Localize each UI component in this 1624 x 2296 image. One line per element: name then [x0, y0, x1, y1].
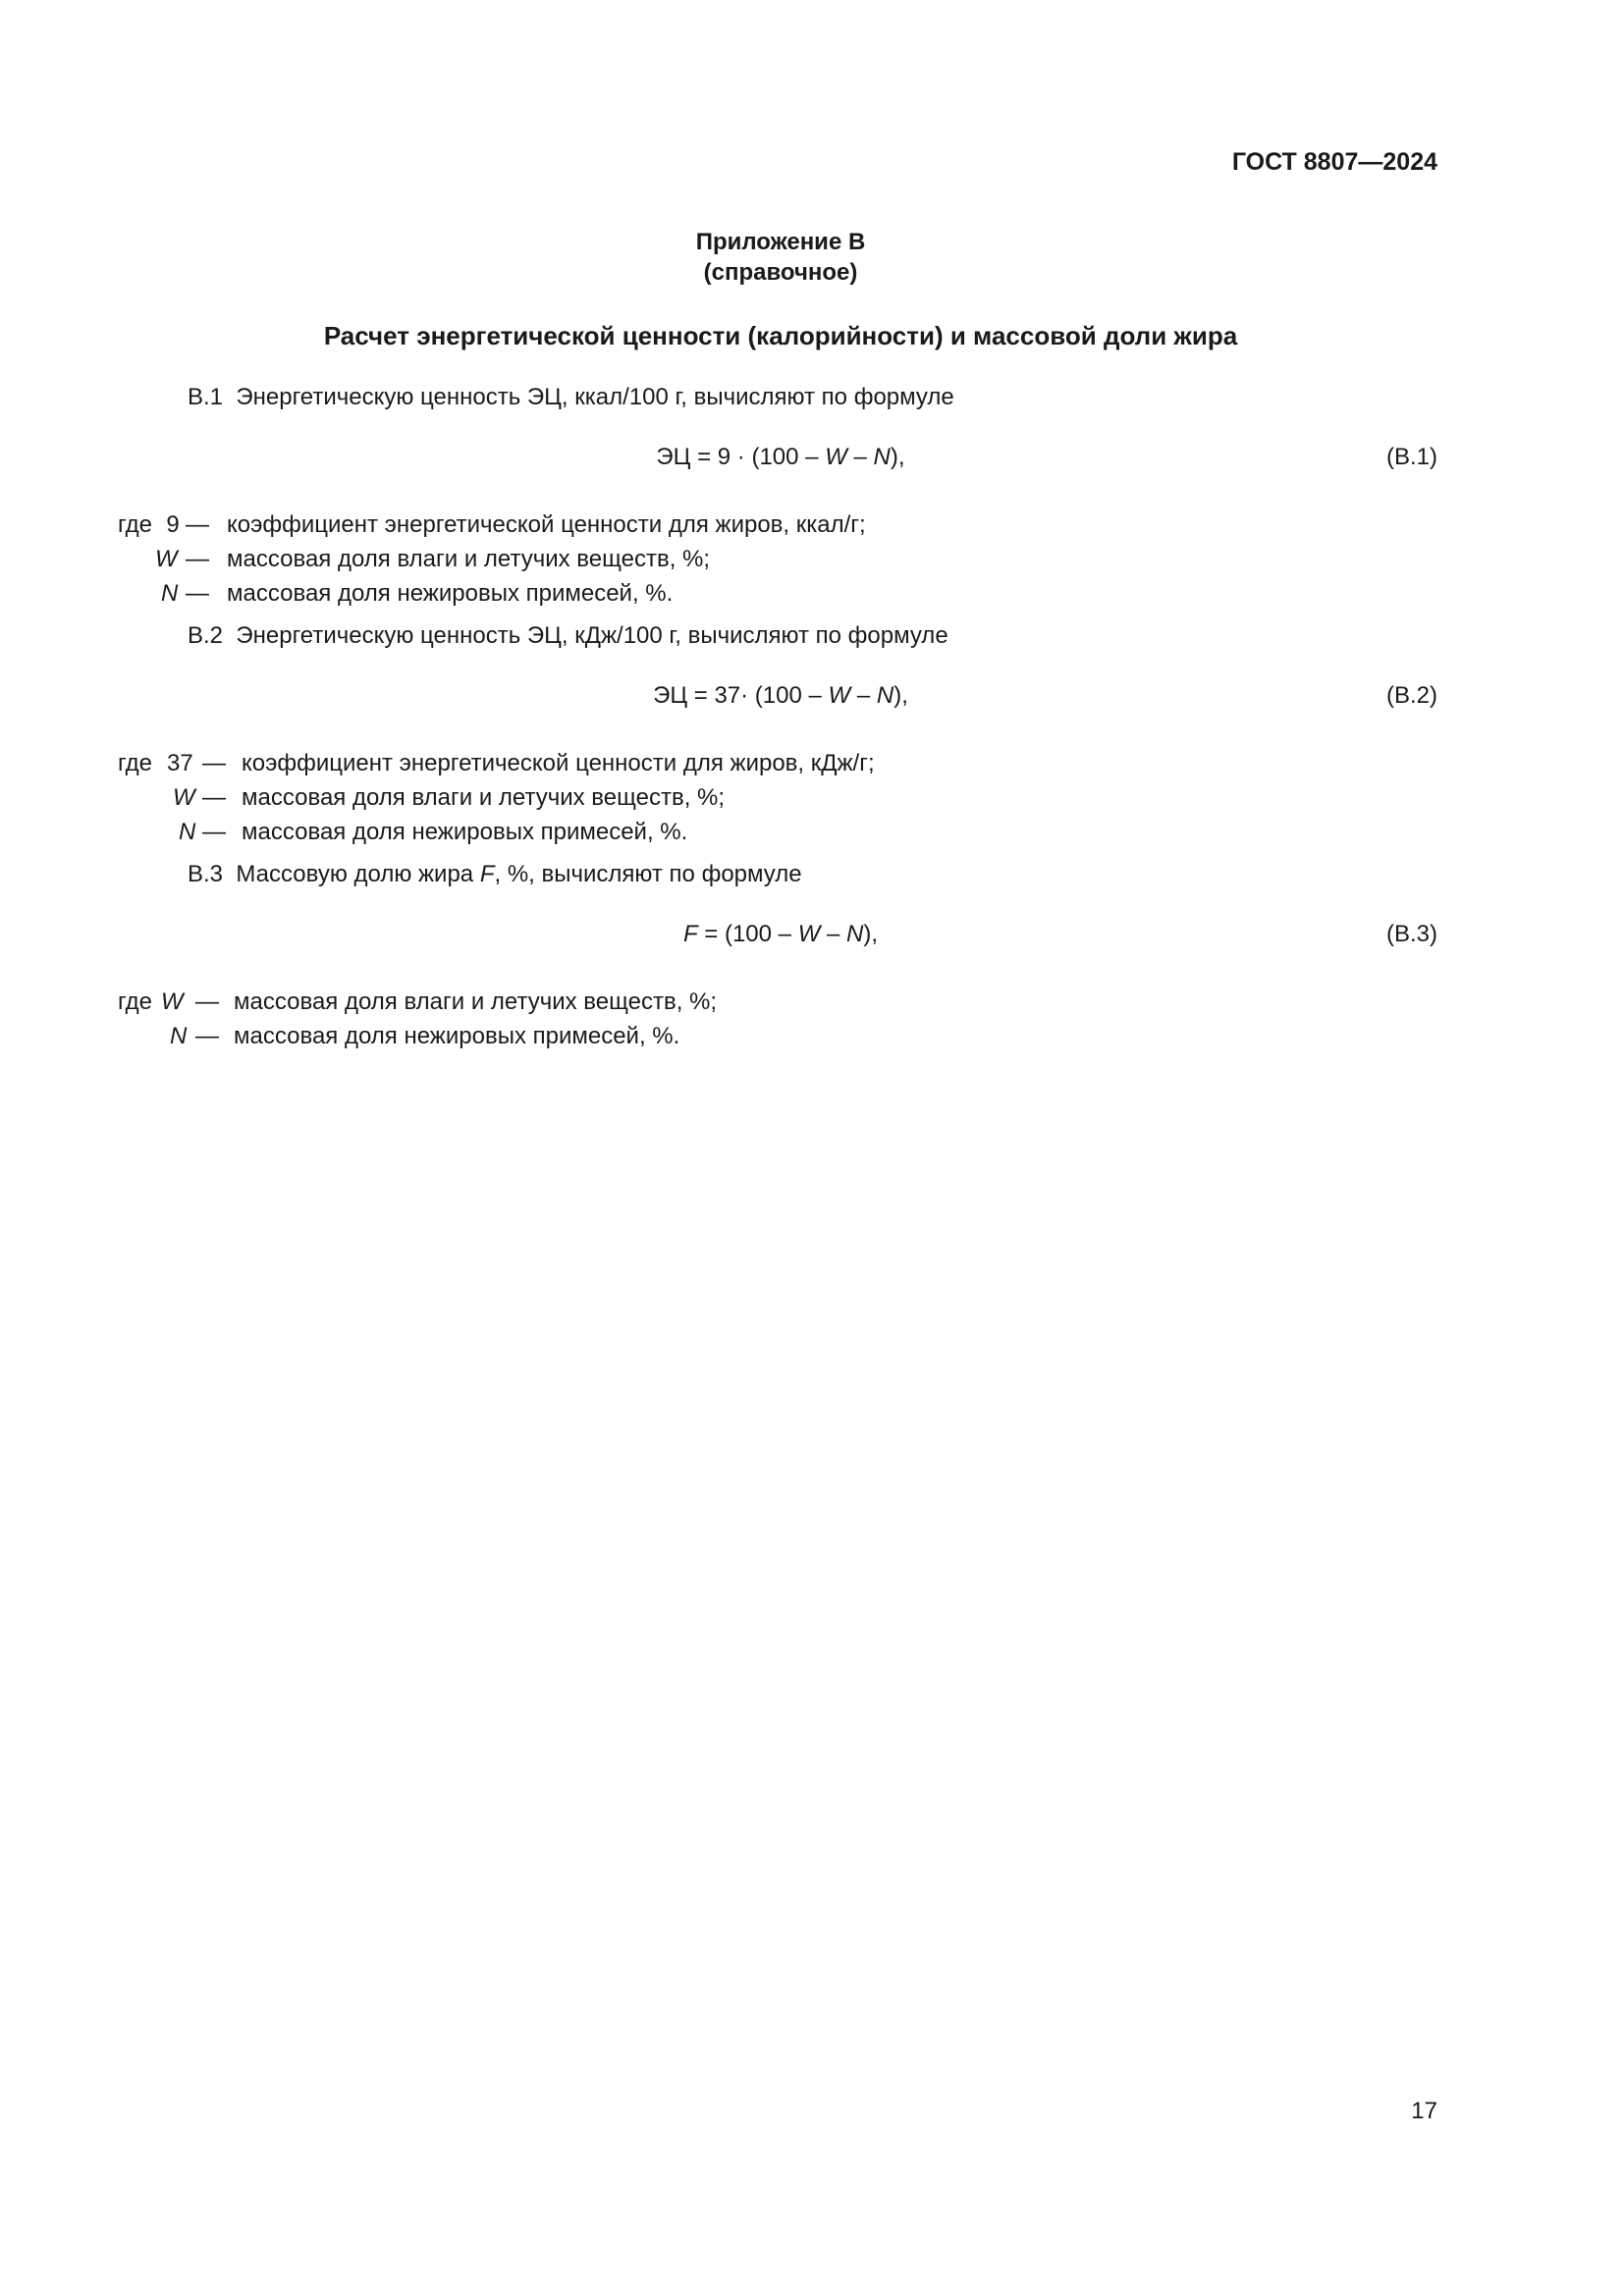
formula-b2-tail: ), [893, 682, 908, 709]
formula-b1 [0, 443, 1561, 472]
clause-b1-label: В.1 [188, 384, 224, 410]
def-b1-sym-1: 9 [166, 511, 180, 538]
def-b3-dash-1: — [195, 988, 219, 1015]
def-b2-sym-2: W [173, 784, 195, 811]
clause-b3-symbol-f: F [479, 861, 495, 887]
appendix-title: Приложение В [695, 229, 866, 255]
equation-number-b2: (В.2) [1385, 682, 1437, 709]
formula-b3-n: N [846, 921, 864, 947]
clause-b1-text: Энергетическую ценность ЭЦ, ккал/100 г, вычисляют по формуле [236, 384, 954, 410]
formula-b1-tail: ), [890, 444, 905, 470]
def-b2-text-1: коэффициент энергетической ценности для жиров, кДж/г; [242, 750, 875, 776]
def-b3-text-1: массовая доля влаги и летучих веществ, %; [234, 988, 718, 1015]
clause-b3-label: В.3 [188, 861, 224, 887]
clause-b2 [188, 621, 948, 651]
def-b1-sym-2: W [155, 546, 178, 572]
def-b2-text-3: массовая доля нежировых примесей, %. [242, 819, 688, 845]
def-b2-dash-1: — [202, 750, 226, 776]
formula-b1-lhs: ЭЦ = 9 · (100 – [656, 444, 819, 470]
formula-b3-w: W [797, 921, 821, 947]
def-b1-sym-3: N [161, 580, 179, 607]
page-number: 17 [1411, 2098, 1437, 2124]
equation-number-b3: (В.3) [1385, 921, 1437, 947]
formula-b3-tail: ), [863, 921, 879, 947]
formula-b1-w: W [825, 444, 847, 470]
document-code: ГОСТ 8807—2024 [1231, 148, 1437, 176]
equation-number-b1: (В.1) [1385, 444, 1437, 470]
def-b2-dash-3: — [202, 819, 226, 845]
def-b1-text-1: коэффициент энергетической ценности для жиров, ккал/г; [227, 511, 866, 538]
def-b1-text-2: массовая доля влаги и летучих веществ, %; [227, 546, 711, 572]
formula-b2-minus: – [856, 682, 871, 709]
clause-b1 [188, 383, 954, 412]
formula-b3-eq: = (100 – [704, 921, 792, 947]
formula-b2-n: N [876, 682, 894, 709]
appendix-status: (справочное) [703, 259, 858, 286]
formula-b3-f: F [682, 921, 698, 947]
formula-b1-minus: – [853, 444, 867, 470]
def-b2-dash-2: — [202, 784, 226, 811]
def-b3-sym-2: N [170, 1023, 188, 1049]
formula-b2 [0, 681, 1561, 711]
def-b1-dash-2: — [186, 546, 209, 572]
where-label-b3: где [118, 988, 153, 1015]
formula-b3-minus: – [827, 921, 840, 947]
clause-b2-text: Энергетическую ценность ЭЦ, кДж/100 г, вычисляют по формуле [236, 622, 948, 649]
clause-b3-text-after: , %, вычисляют по формуле [494, 861, 802, 887]
def-b3-text-2: массовая доля нежировых примесей, %. [234, 1023, 680, 1049]
section-title: Расчет энергетической ценности (калорийности) и массовой доли жира [323, 321, 1238, 350]
clause-b3-text-before: Массовую долю жира [236, 861, 474, 887]
where-label-b1: где [118, 511, 153, 538]
def-b1-text-3: массовая доля нежировых примесей, %. [227, 580, 674, 607]
formula-b1-n: N [873, 444, 891, 470]
where-label-b2: где [118, 750, 153, 776]
clause-b2-label: В.2 [188, 622, 224, 649]
def-b2-sym-3: N [179, 819, 196, 845]
formula-b2-lhs: ЭЦ = 37· (100 – [653, 682, 822, 709]
def-b3-dash-2: — [195, 1023, 219, 1049]
clause-b3 [188, 860, 802, 889]
formula-b3 [0, 920, 1561, 949]
def-b1-dash-3: — [186, 580, 209, 607]
def-b1-dash-1: — [186, 511, 209, 538]
def-b2-sym-1: 37 [167, 750, 193, 776]
formula-b2-w: W [828, 682, 851, 709]
def-b2-text-2: массовая доля влаги и летучих веществ, %; [242, 784, 726, 811]
def-b3-sym-1: W [161, 988, 184, 1015]
